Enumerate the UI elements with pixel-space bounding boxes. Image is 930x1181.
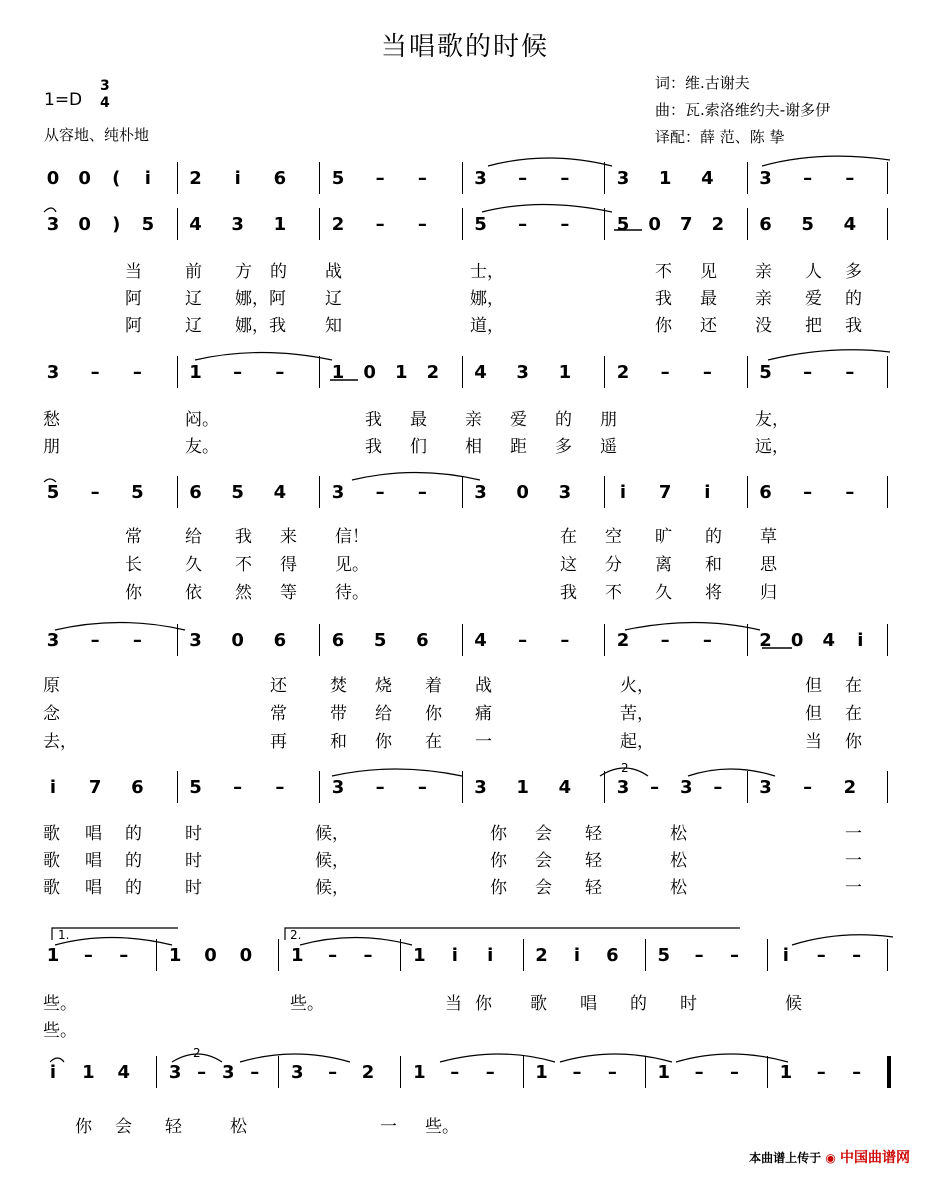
note: 6 (606, 945, 619, 966)
note: – (845, 482, 855, 503)
triplet-label: 2 (621, 761, 629, 775)
note: 2 (616, 362, 630, 383)
note: 6 (759, 214, 772, 235)
note: 4 (474, 630, 487, 651)
note: 1 (558, 362, 572, 383)
note: 3 (331, 777, 345, 798)
note: 0 (790, 630, 804, 651)
note: ) (112, 214, 121, 235)
tie (792, 935, 893, 945)
note: 7 (88, 777, 102, 798)
note: 3 (46, 362, 60, 383)
song-title: 当唱歌的时候 (380, 32, 549, 62)
note: 2 (331, 214, 345, 235)
note: – (375, 482, 385, 503)
note: 4 (273, 482, 287, 503)
note: 0 (204, 945, 217, 966)
note: 3 (759, 168, 772, 189)
tempo-marking: 从容地、纯朴地 (44, 126, 150, 144)
note: i (144, 168, 151, 189)
note: 5 (801, 214, 814, 235)
note: – (702, 362, 712, 383)
note: – (90, 630, 100, 651)
note: – (485, 1062, 495, 1083)
note: – (729, 1062, 739, 1083)
note: ( (112, 168, 121, 189)
note: 4 (701, 168, 714, 189)
note: 1 (535, 1062, 548, 1083)
note: 5 (373, 630, 387, 651)
note: 0 (648, 214, 661, 235)
note: 5 (657, 945, 670, 966)
note: 4 (474, 362, 487, 383)
note: 1 (82, 1062, 95, 1083)
note: 2 (759, 630, 772, 651)
note: 1 (291, 945, 304, 966)
note: – (560, 630, 570, 651)
volta-2-bracket (285, 928, 740, 940)
tie (768, 350, 890, 360)
tie (332, 769, 462, 776)
note: – (233, 362, 243, 383)
note: i (49, 1062, 57, 1083)
note: – (803, 168, 813, 189)
note: – (560, 168, 570, 189)
site-logo-icon: ◉ (825, 1151, 836, 1165)
note: 5 (616, 214, 630, 235)
note: 0 (78, 168, 91, 189)
volta-2-label: 2. (290, 928, 302, 942)
note: – (803, 777, 813, 798)
note: 3 (46, 214, 60, 235)
note: 5 (46, 482, 60, 503)
note: 3 (616, 777, 630, 798)
note: i (857, 630, 864, 651)
note: 2 (843, 777, 857, 798)
note: 3 (474, 777, 487, 798)
tie (44, 208, 56, 212)
tie (676, 1054, 788, 1062)
note: 1 (189, 362, 202, 383)
note: 3 (168, 1062, 182, 1083)
note: i (619, 482, 627, 503)
note: 1 (394, 362, 408, 383)
note: 2 (711, 214, 725, 235)
note: 2 (189, 168, 202, 189)
note: 2 (616, 630, 630, 651)
note: 3 (759, 777, 772, 798)
note: – (518, 168, 528, 189)
translator: 译配：薛 范、陈 挚 (655, 128, 785, 146)
note: 2 (535, 945, 548, 966)
note: 1 (516, 777, 529, 798)
triplet-label: 2 (193, 1046, 201, 1060)
note: 1 (658, 168, 672, 189)
note: i (234, 168, 241, 189)
note: – (518, 214, 528, 235)
note: – (607, 1062, 617, 1083)
tie (488, 158, 612, 166)
footer-brand: 中国曲谱网 (840, 1150, 910, 1166)
note: 3 (231, 214, 244, 235)
note: – (363, 945, 373, 966)
tie (560, 1054, 672, 1062)
note: 5 (474, 214, 487, 235)
note: – (132, 362, 142, 383)
note: – (803, 482, 813, 503)
note: 6 (273, 630, 287, 651)
note: 5 (131, 482, 144, 503)
note: 2 (361, 1062, 375, 1083)
note: 1 (46, 945, 60, 966)
note: 3 (474, 482, 487, 503)
note: – (417, 482, 427, 503)
note: 3 (516, 362, 529, 383)
note: – (852, 1062, 862, 1083)
tie (300, 938, 412, 946)
note: – (650, 777, 660, 798)
note: 3 (291, 1062, 304, 1083)
note: 0 (239, 945, 253, 966)
note: – (275, 777, 285, 798)
note: 4 (189, 214, 202, 235)
note: i (487, 945, 494, 966)
note: 6 (416, 630, 429, 651)
note: 5 (759, 362, 772, 383)
note: – (694, 1062, 704, 1083)
note: – (852, 945, 862, 966)
note: 5 (189, 777, 202, 798)
note: – (845, 362, 855, 383)
tie (195, 353, 332, 361)
note: 4 (843, 214, 857, 235)
tie (440, 1054, 555, 1062)
note: 1 (168, 945, 182, 966)
note: – (132, 630, 142, 651)
note: 2 (426, 362, 440, 383)
note: 0 (516, 482, 529, 503)
note: 3 (221, 1062, 235, 1083)
note: 6 (189, 482, 202, 503)
note: – (729, 945, 739, 966)
note: – (417, 214, 427, 235)
note: – (560, 214, 570, 235)
note: – (702, 630, 712, 651)
tie (482, 205, 612, 213)
note: 3 (46, 630, 60, 651)
tie (240, 1054, 350, 1062)
tie (55, 938, 172, 946)
note: 3 (558, 482, 572, 503)
time-bottom: 4 (100, 95, 110, 111)
footer-text: 本曲谱上传于 (749, 1151, 822, 1165)
note: – (197, 1062, 207, 1083)
note: 3 (189, 630, 202, 651)
note: 4 (558, 777, 572, 798)
volta-1-bracket (52, 928, 178, 940)
note: – (803, 362, 813, 383)
tie (762, 156, 890, 166)
note: i (704, 482, 711, 503)
tie (688, 769, 775, 776)
note: – (816, 945, 826, 966)
note: 6 (131, 777, 144, 798)
note: – (90, 482, 100, 503)
note: i (573, 945, 581, 966)
note: – (660, 630, 670, 651)
tie (625, 623, 760, 631)
note: 1 (413, 1062, 426, 1083)
note: 5 (331, 168, 345, 189)
note: 3 (679, 777, 693, 798)
note: 0 (46, 168, 60, 189)
note: 7 (658, 482, 672, 503)
note: 3 (331, 482, 345, 503)
note: – (83, 945, 93, 966)
note: 5 (231, 482, 244, 503)
note: – (375, 168, 385, 189)
note: 6 (273, 168, 287, 189)
note: – (713, 777, 723, 798)
note: – (375, 214, 385, 235)
note: i (782, 945, 789, 966)
note: 1 (413, 945, 426, 966)
note: 1 (657, 1062, 670, 1083)
note: – (816, 1062, 826, 1083)
note: – (417, 168, 427, 189)
tie (55, 623, 185, 631)
note: – (90, 362, 100, 383)
note: – (233, 777, 243, 798)
note: 6 (331, 630, 345, 651)
note: – (450, 1062, 460, 1083)
note: – (694, 945, 704, 966)
note: – (328, 1062, 338, 1083)
tie (352, 473, 480, 481)
note: 1 (273, 214, 287, 235)
lyricist: 词：维.古谢夫 (655, 74, 750, 92)
tie (44, 479, 56, 482)
note: 1 (331, 362, 345, 383)
time-top: 3 (100, 78, 110, 94)
note: – (250, 1062, 260, 1083)
note: 7 (679, 214, 693, 235)
note: 3 (616, 168, 630, 189)
note: 6 (759, 482, 772, 503)
note: – (417, 777, 427, 798)
key-label: 1=D (44, 90, 83, 110)
note: i (49, 777, 57, 798)
note: 4 (117, 1062, 131, 1083)
note: – (518, 630, 528, 651)
note: 0 (231, 630, 244, 651)
note: – (119, 945, 129, 966)
note: – (275, 362, 285, 383)
note: i (451, 945, 458, 966)
note: 0 (78, 214, 91, 235)
tie (50, 1058, 64, 1062)
composer: 曲：瓦.索洛维约夫-谢多伊 (655, 101, 831, 119)
note: – (660, 362, 670, 383)
note: – (328, 945, 338, 966)
note: 3 (474, 168, 487, 189)
note: 0 (363, 362, 376, 383)
note: 4 (822, 630, 836, 651)
note: 1 (779, 1062, 793, 1083)
note: 5 (141, 214, 155, 235)
note: – (845, 168, 855, 189)
volta-1-label: 1. (58, 928, 70, 942)
note: – (572, 1062, 582, 1083)
note: – (375, 777, 385, 798)
